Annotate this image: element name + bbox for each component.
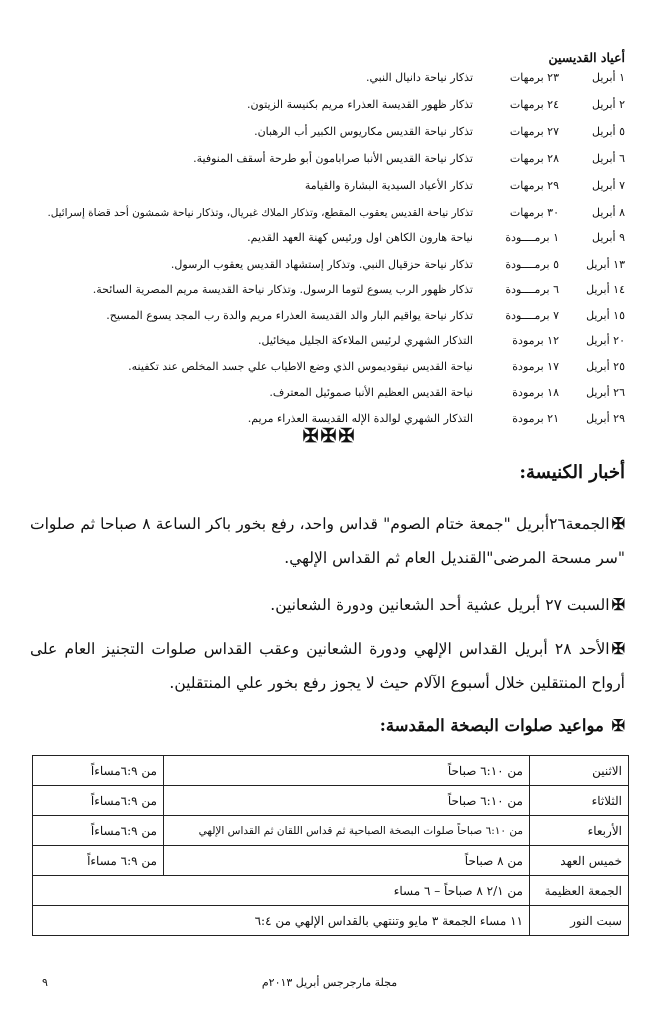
news-item-text: السبت ٢٧ أبريل عشية أحد الشعانين ودورة الشعانين.	[270, 596, 610, 614]
feast-description: تذكار نياحة يواقيم البار والد القديسة العذراء مريم والدة رب المجد يسوع المسيح.	[106, 309, 473, 322]
feast-row	[28, 254, 625, 276]
news-item	[30, 507, 625, 575]
feast-coptic-date: ٢٩ برمهات	[509, 179, 559, 192]
schedule-row	[33, 846, 629, 876]
feast-coptic-date: ١٨ برمودة	[512, 386, 559, 399]
feast-row	[28, 94, 625, 116]
feast-description: نياحة هارون الكاهن اول ورئيس كهنة العهد القديم.	[247, 231, 473, 244]
feast-coptic-date: ١ برمــــودة	[505, 231, 559, 244]
schedule-morning: من ٨ صباحاً	[164, 846, 530, 876]
schedule-span: ١١ مساء الجمعة ٣ مايو وتنتهي بالقداس الإلهي من ٦:٤	[33, 906, 530, 936]
feast-row	[28, 202, 625, 224]
schedule-heading-text: مواعيد صلوات البصخة المقدسة:	[379, 716, 604, 735]
feast-date: ٢٦ أبريل	[586, 386, 625, 399]
saints-feasts-heading: أعياد القديسين	[548, 50, 625, 65]
feast-date: ٦ أبريل	[592, 152, 625, 165]
feast-coptic-date: ١٢ برمودة	[512, 334, 559, 347]
schedule-table	[32, 755, 629, 936]
feast-row	[28, 148, 625, 170]
cross-icon: ✠	[611, 514, 625, 533]
feast-coptic-date: ٢٧ برمهات	[509, 125, 559, 138]
feast-coptic-date: ٢١ برمودة	[512, 412, 559, 425]
schedule-row	[33, 876, 629, 906]
schedule-span: من ٢/١ ٨ صباحاً – ٦ مساء	[33, 876, 530, 906]
feast-row	[28, 330, 625, 352]
page-footer	[0, 976, 659, 994]
feast-date: ٢٥ أبريل	[586, 360, 625, 373]
feast-date: ١ أبريل	[592, 71, 625, 84]
feast-description: تذكار ظهور الرب يسوع لتوما الرسول. وتذكار نياحة القديسة مريم المصرية السائحة.	[92, 283, 473, 296]
schedule-row	[33, 786, 629, 816]
feast-description: نياحة القديس نيقوديموس الذي وضع الاطياب علي جسد المخلص عند تكفينه.	[128, 360, 473, 373]
feast-description: تذكار نياحة القديس مكاريوس الكبير أب الرهبان.	[254, 125, 473, 138]
schedule-day: الاثنين	[530, 756, 629, 786]
church-news-heading: أخبار الكنيسة:	[519, 462, 625, 483]
feast-coptic-date: ١٧ برمودة	[512, 360, 559, 373]
feast-description: تذكار الأعياد السيدية البشارة والقيامة	[304, 179, 473, 192]
feast-date: ١٥ أبريل	[586, 309, 625, 322]
feast-date: ١٣ أبريل	[586, 258, 625, 271]
cross-icon: ✠	[611, 639, 625, 658]
feast-row	[28, 227, 625, 249]
feast-date: ٢ أبريل	[592, 98, 625, 111]
news-item-text: الأحد ٢٨ أبريل القداس الإلهي ودورة الشعانين وعقب القداس صلوات التجنيز العام على أرواح المنتقلين خلال أسبوع الآلام حيث لا يجوز رفع بخور علي المنتقلين.	[30, 640, 625, 692]
schedule-day: سبت النور	[530, 906, 629, 936]
feast-date: ٨ أبريل	[592, 206, 625, 219]
feast-date: ١٤ أبريل	[586, 283, 625, 296]
feast-description: تذكار نياحة دانيال النبي.	[365, 71, 473, 84]
feast-coptic-date: ٢٣ برمهات	[509, 71, 559, 84]
feast-description: تذكار نياحة القديس يعقوب المقطع، وتذكار الملاك غبريال، وتذكار نياحة شمشون أحد قضاة إسرائيل.	[47, 207, 473, 219]
feast-coptic-date: ٢٤ برمهات	[509, 98, 559, 111]
schedule-day: خميس العهد	[530, 846, 629, 876]
schedule-morning: من ٦:١٠ صباحاً	[164, 786, 530, 816]
feast-date: ٧ أبريل	[592, 179, 625, 192]
schedule-row	[33, 906, 629, 936]
news-item	[30, 588, 625, 622]
feast-coptic-date: ٧ برمــــودة	[505, 309, 559, 322]
cross-icon: ✠	[611, 595, 625, 614]
feast-date: ٢٠ أبريل	[586, 334, 625, 347]
feast-row	[28, 305, 625, 327]
feast-coptic-date: ٦ برمــــودة	[505, 283, 559, 296]
feast-date: ٥ أبريل	[592, 125, 625, 138]
schedule-heading	[380, 716, 625, 735]
feast-description: التذكار الشهري لرئيس الملاءكة الجليل ميخائيل.	[258, 334, 473, 347]
schedule-morning: من ٦:١٠ صباحاً صلوات البصخة الصباحية ثم قداس اللقان ثم القداس الإلهي	[164, 816, 530, 846]
schedule-row	[33, 756, 629, 786]
feast-description: نياحة القديس العظيم الأنبا صموئيل المعترف.	[269, 386, 473, 399]
feast-coptic-date: ٣٠ برمهات	[509, 206, 559, 219]
news-item	[30, 632, 625, 700]
feast-date: ٢٩ أبريل	[586, 412, 625, 425]
schedule-evening: من ٦:٩مساءاً	[33, 756, 164, 786]
schedule-evening: من ٦:٩ مساءاً	[33, 846, 164, 876]
schedule-day: الثلاثاء	[530, 786, 629, 816]
schedule-evening: من ٦:٩مساءاً	[33, 816, 164, 846]
schedule-evening: من ٦:٩مساءاً	[33, 786, 164, 816]
magazine-title: مجلة مارجرجس أبريل ٢٠١٣م	[261, 976, 398, 989]
feast-row	[28, 356, 625, 378]
cross-icon: ✠	[611, 716, 625, 735]
schedule-morning: من ٦:١٠ صباحاً	[164, 756, 530, 786]
news-item-text: الجمعة٢٦أبريل "جمعة ختام الصوم" قداس واحد، رفع بخور باكر الساعة ٨ صباحا ثم صلوات "سر مسحة المرضى"القنديل العام ثم القداس الإلهي.	[30, 515, 625, 567]
feast-row	[28, 382, 625, 404]
schedule-day: الأربعاء	[530, 816, 629, 846]
feast-row	[28, 279, 625, 301]
feast-description: تذكار نياحة حزقيال النبي. وتذكار إستشهاد القديس يعقوب الرسول.	[170, 258, 473, 271]
page-number: ٩	[42, 976, 48, 989]
triple-cross-ornament: ✠✠✠	[302, 425, 357, 447]
feast-coptic-date: ٥ برمــــودة	[505, 258, 559, 271]
feast-description: تذكار نياحة القديس الأنبا صرابامون أبو طرحة أسقف المنوفية.	[193, 152, 473, 165]
schedule-day: الجمعة العظيمة	[530, 876, 629, 906]
feast-date: ٩ أبريل	[592, 231, 625, 244]
feast-row	[28, 175, 625, 197]
schedule-row	[33, 816, 629, 846]
feast-row	[28, 67, 625, 89]
feast-coptic-date: ٢٨ برمهات	[509, 152, 559, 165]
feast-description: تذكار ظهور القديسة العذراء مريم بكنيسة الزيتون.	[246, 98, 473, 111]
feast-row	[28, 121, 625, 143]
feast-description: التذكار الشهري لوالدة الإله القديسة العذراء مريم.	[247, 412, 473, 425]
